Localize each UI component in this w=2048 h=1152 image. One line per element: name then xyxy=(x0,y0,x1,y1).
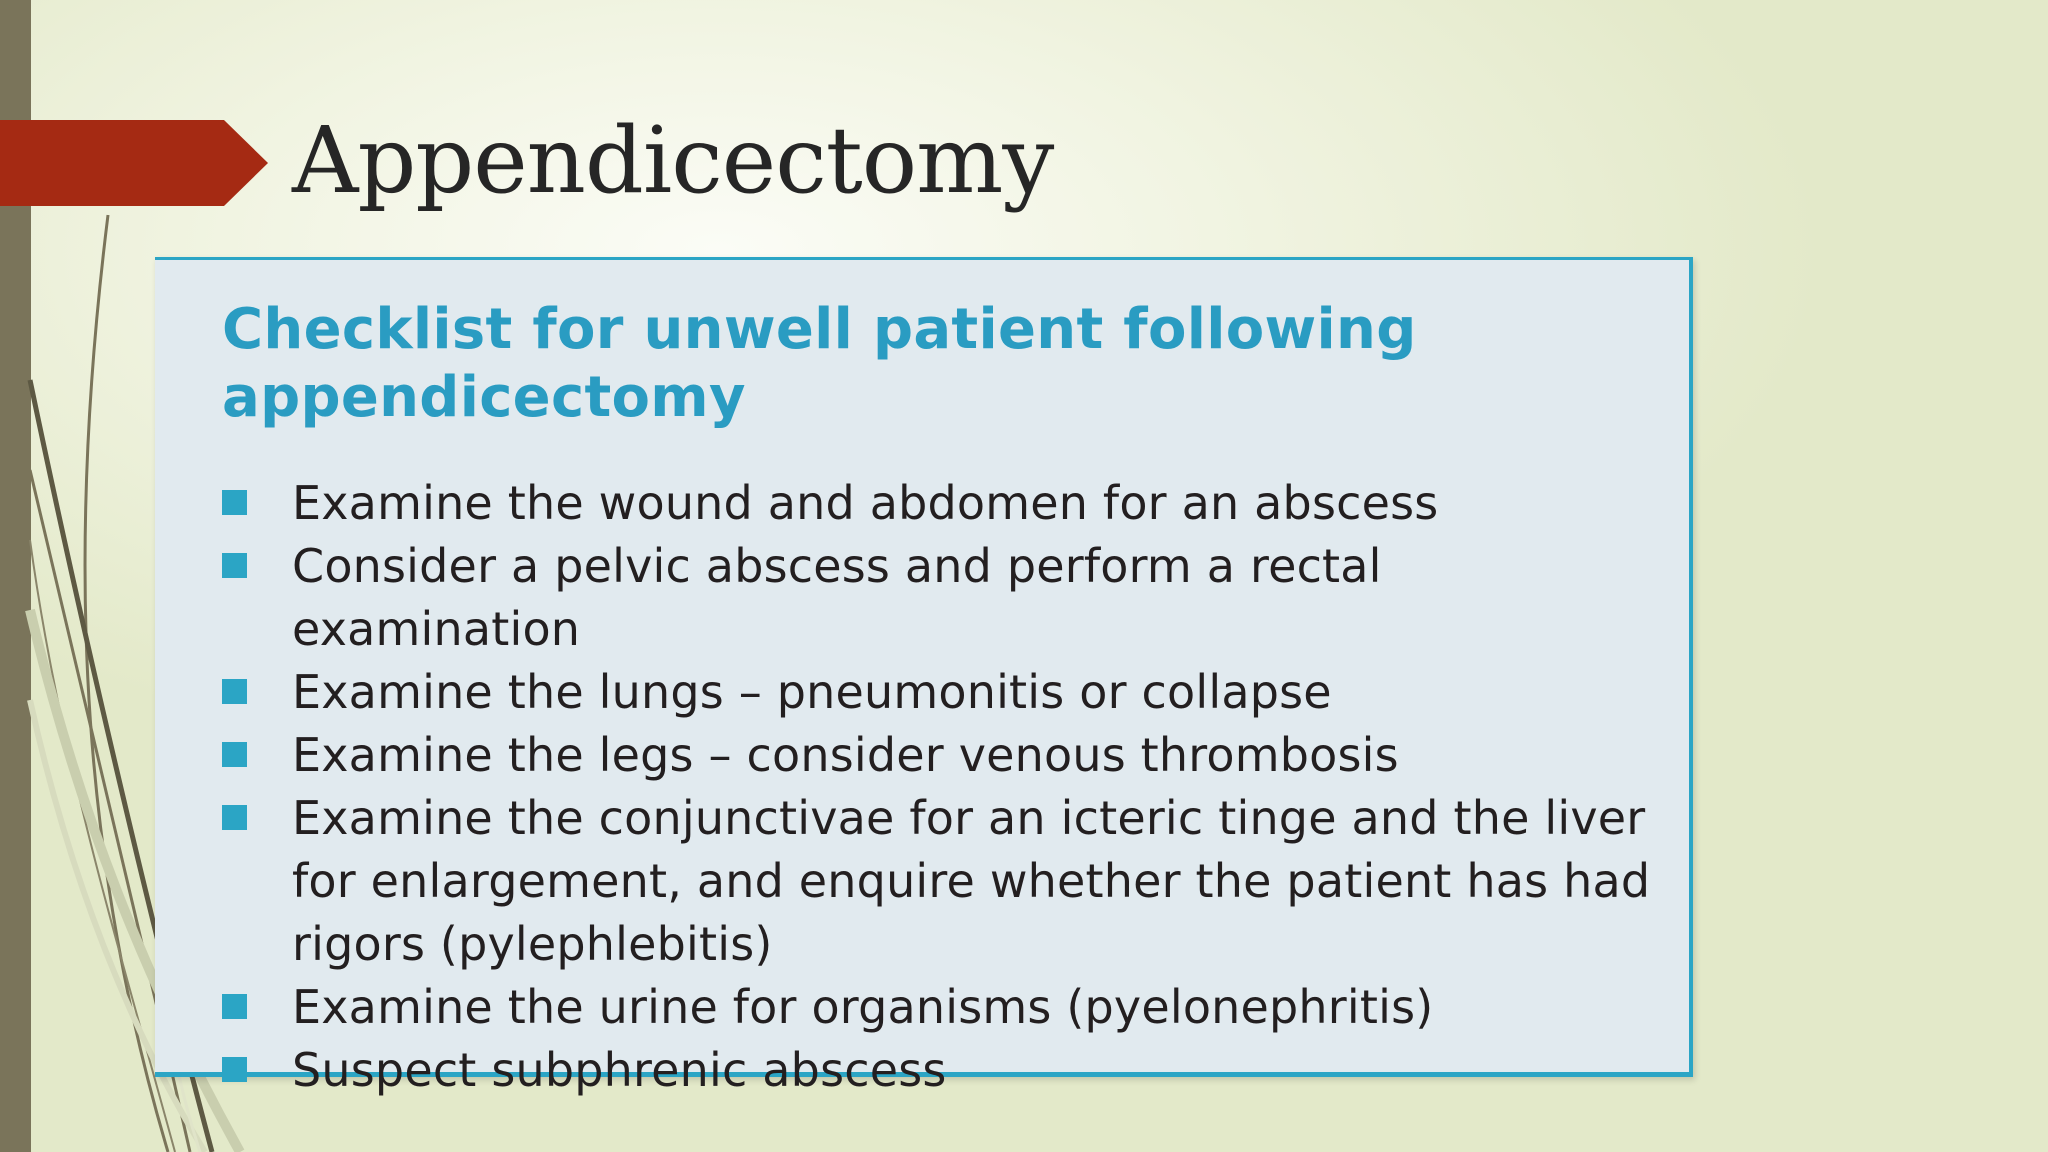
title-arrow-shape xyxy=(0,120,270,206)
checklist-item-text: Suspect subphrenic abscess xyxy=(292,1043,947,1097)
checklist-item-text-line-3: rigors (pylephlebitis) xyxy=(292,917,773,971)
checklist-item xyxy=(222,472,1662,535)
checklist-item xyxy=(222,535,1662,661)
checklist-item xyxy=(222,661,1662,724)
checklist-item-text: Examine the urine for organisms (pyelonephritis) xyxy=(292,980,1434,1034)
checklist-item-text: Consider a pelvic abscess and perform a rectal examination xyxy=(292,539,1382,656)
square-bullet-icon xyxy=(222,1057,247,1082)
square-bullet-icon xyxy=(222,679,247,704)
checklist-item xyxy=(222,1039,1662,1102)
square-bullet-icon xyxy=(222,490,247,515)
checklist-heading-line-1: Checklist for unwell patient following xyxy=(222,297,1417,362)
checklist-item-text-line-1: Examine the conjunctivae for an icteric tinge and the liver xyxy=(292,791,1646,845)
checklist-item xyxy=(222,976,1662,1039)
checklist-heading xyxy=(222,296,1522,432)
square-bullet-icon xyxy=(222,805,247,830)
checklist-heading-line-2: appendicectomy xyxy=(222,365,746,430)
checklist-item xyxy=(222,787,1662,976)
checklist-item-text: Examine the wound and abdomen for an abscess xyxy=(292,476,1439,530)
square-bullet-icon xyxy=(222,994,247,1019)
checklist-items xyxy=(222,472,1662,1102)
checklist-item xyxy=(222,724,1662,787)
checklist-item-text: Examine the lungs – pneumonitis or collapse xyxy=(292,665,1332,719)
square-bullet-icon xyxy=(222,742,247,767)
slide-title: Appendicectomy xyxy=(292,107,1054,214)
square-bullet-icon xyxy=(222,553,247,578)
checklist-item-text-line-2: for enlargement, and enquire whether the patient has had xyxy=(292,854,1651,908)
checklist-box xyxy=(155,257,1693,1097)
checklist-item-text: Examine the legs – consider venous thrombosis xyxy=(292,728,1399,782)
